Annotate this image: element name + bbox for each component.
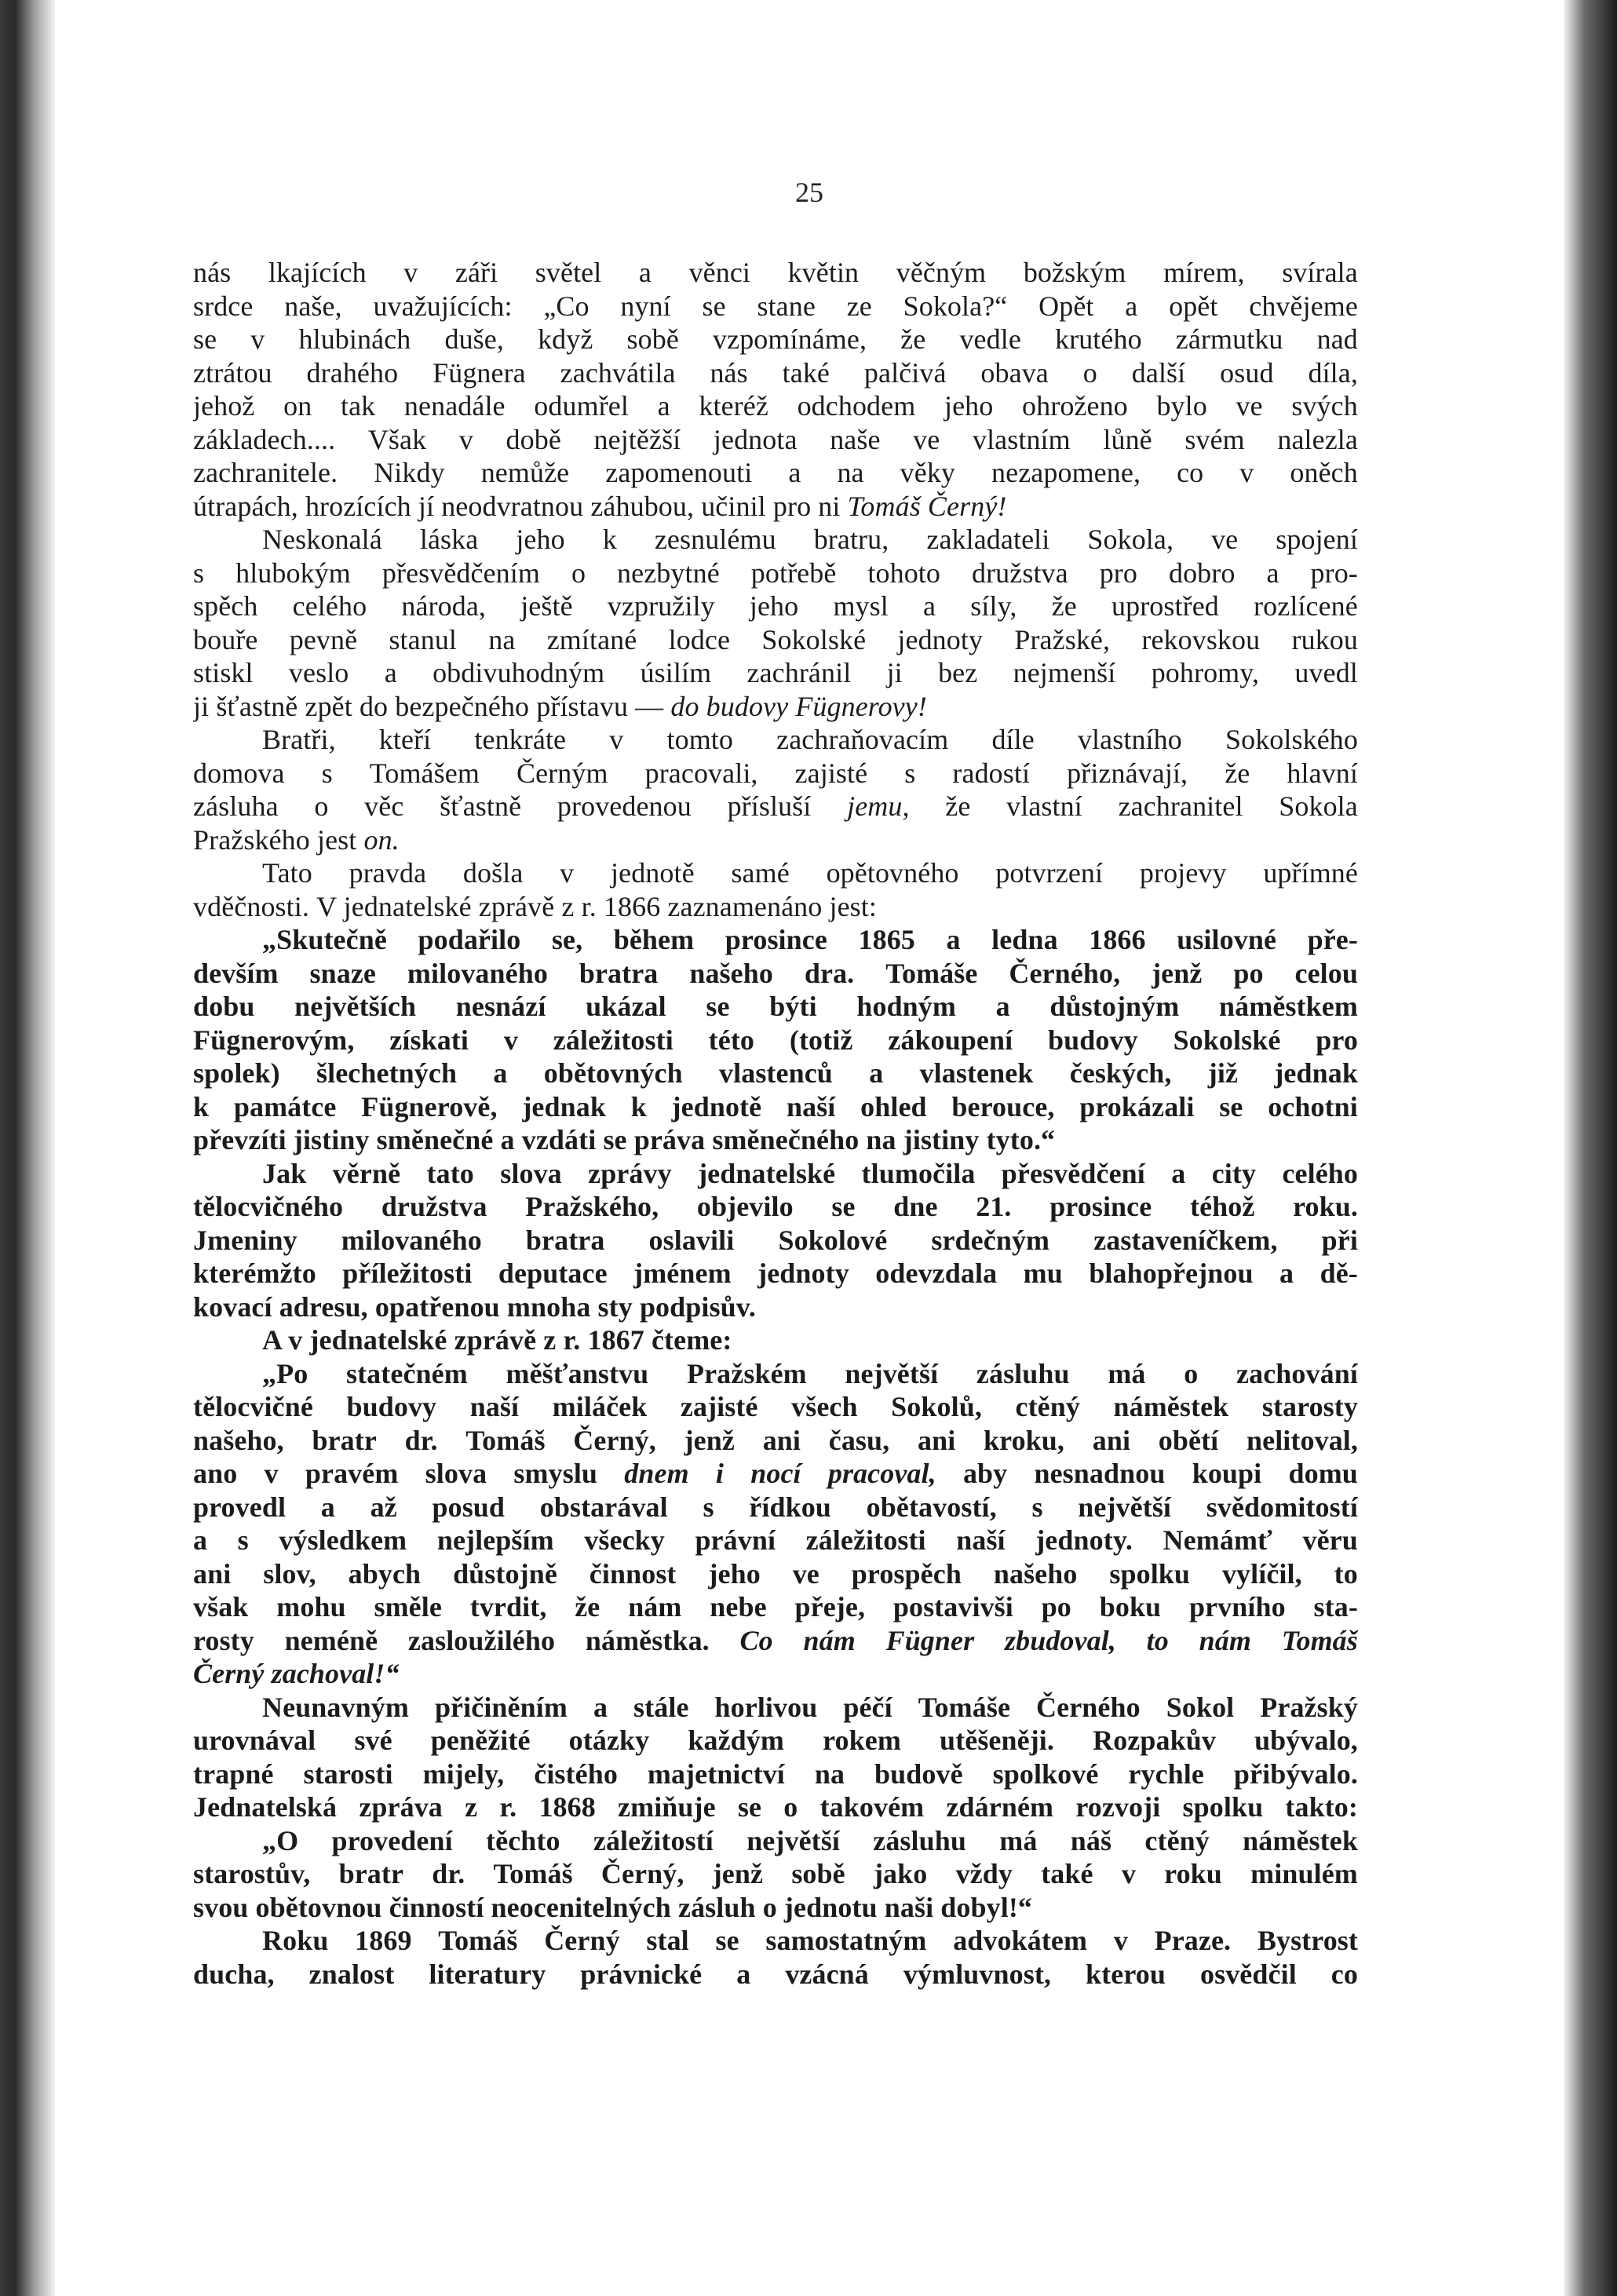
text-line: domova s Tomášem Černým pracovali, zajisté s radostí přiznávají, že hlavní [193,757,1358,789]
text-line: s hlubokým přesvědčením o nezbytné potřebě tohoto družstva pro dobro a pro- [193,557,1358,589]
text-line: spěch celého národa, ještě vzpružily jeho mysl a síly, že uprostřed rozlícené [193,590,1358,622]
text-line: zásluha o věc šťastně provedenou přísluší jemu, že vlastní zachranitel Sokola [193,790,1358,822]
text-line: ji šťastně zpět do bezpečného přístavu — do budovy Fügnerovy! [193,690,927,722]
text-line: „Po statečném měšťanstvu Pražském největší zásluhu má o zachování [262,1357,1358,1389]
text-line: rosty neméně zasloužilého náměstka. Co nám Fügner zbudoval, to nám Tomáš [193,1624,1358,1656]
text-line: kovací adresu, opatřenou mnoha sty podpisův. [193,1290,756,1323]
text-line: „Skutečně podařilo se, během prosince 1865 a ledna 1866 usilovné pře- [262,924,1358,955]
text-line: Neskonalá láska jeho k zesnulému bratru, zakladateli Sokola, ve spojení [262,524,1358,555]
text-line: tělocvičné budovy naší miláček zajisté všech Sokolů, ctěný náměstek starosty [193,1391,1358,1422]
text-line: srdce naše, uvažujících: „Co nyní se stane ze Sokola?“ Opět a opět chvějeme [193,290,1358,322]
page-number: 25 [795,177,823,208]
text-line: Černý zachoval!“ [193,1658,400,1689]
text-line: Fügnerovým, získati v záležitosti této (totiž zákoupení budovy Sokolské pro [193,1024,1358,1056]
text-line: ducha, znalost literatury právnické a vzácná výmluvnost, kterou osvědčil co [193,1958,1358,1990]
text-line: převzíti jistiny směnečné a vzdáti se práva směnečného na jistiny tyto.“ [193,1124,1056,1155]
text-line: vděčnosti. V jednatelské zprávě z r. 1866 zaznamenáno jest: [193,890,877,922]
text-line: Tato pravda došla v jednotě samé opětovného potvrzení projevy upřímné [262,857,1358,889]
text-line: Jak věrně tato slova zprávy jednatelské tlumočila přesvědčení a city celého [262,1157,1358,1189]
text-line: našeho, bratr dr. Tomáš Černý, jenž ani času, ani kroku, ani obětí nelitoval, [193,1424,1358,1456]
body-text [193,256,1358,1991]
text-line: jehož on tak nenadále odumřel a kteréž odchodem jeho ohroženo bylo ve svých [193,390,1358,422]
text-line: tělocvičného družstva Pražského, objevilo se dne 21. prosince téhož roku. [193,1191,1358,1222]
text-line: stiskl veslo a obdivuhodným úsilím zachránil ji bez nejmenší pohromy, uvedl [193,657,1358,688]
text-line: ano v pravém slova smyslu dnem i nocí pracoval, aby nesnadnou koupi domu [193,1458,1358,1489]
text-line: ani slov, abych důstojně činnost jeho ve prospěch našeho spolku vylíčil, to [193,1557,1358,1590]
text-line: Neunavným přičiněním a stále horlivou péčí Tomáše Černého Sokol Pražský [262,1691,1358,1723]
text-line: kterémžto příležitosti deputace jménem jednoty odevzdala mu blahopřejnou a dě- [193,1258,1358,1289]
text-line: základech.... Však v době nejtěžší jednota naše ve vlastním lůně svém nalezla [193,423,1358,455]
text-line: zachranitele. Nikdy nemůže zapomenouti a na věky nezapomene, co v oněch [193,457,1358,488]
text-line: k památce Fügnerově, jednak k jednotě naší ohled berouce, prokázali se ochotni [193,1090,1358,1122]
text-line: devším snaze milovaného bratra našeho dra. Tomáše Černého, jenž po celou [193,957,1358,989]
scan-right-edge [1564,0,1617,2296]
text-line: bouře pevně stanul na zmítané lodce Sokolské jednoty Pražské, rekovskou rukou [193,623,1358,655]
text-line: provedl a až posud obstarával s řídkou obětavostí, s největší svědomitostí [193,1491,1358,1523]
text-line: útrapách, hrozících jí neodvratnou záhubou, učinil pro ni Tomáš Černý! [193,490,1007,522]
text-line: „O provedení těchto záležitostí největší zásluhu má náš ctěný náměstek [262,1824,1358,1856]
text-line: Jmeniny milovaného bratra oslavili Sokolové srdečným zastaveníčkem, při [193,1224,1358,1256]
text-line: A v jednatelské zprávě z r. 1867 čteme: [262,1324,732,1356]
text-line: Bratři, kteří tenkráte v tomto zachraňovacím díle vlastního Sokolského [262,724,1358,755]
text-line: ztrátou drahého Fügnera zachvátila nás také palčivá obava o další osud díla, [193,356,1358,389]
text-line: Pražského jest on. [193,823,400,856]
text-line: spolek) šlechetných a obětovných vlastenců a vlastenek českých, již jednak [193,1057,1358,1089]
text-line: a s výsledkem nejlepším všecky právní záležitosti naší jednoty. Nemámť věru [193,1524,1358,1556]
text-line: však mohu směle tvrdit, že nám nebe přeje, postavivši po boku prvního sta- [193,1591,1358,1623]
text-line: dobu největších nesnází ukázal se býti hodným a důstojným náměstkem [193,991,1358,1022]
text-line: Jednatelská zpráva z r. 1868 zmiňuje se o takovém zdárném rozvoji spolku takto: [193,1791,1358,1823]
text-line: se v hlubinách duše, když sobě vzpomínáme, že vedle krutého zármutku nad [193,323,1358,355]
scan-left-edge [0,0,61,2296]
text-line: Roku 1869 Tomáš Černý stal se samostatným advokátem v Praze. Bystrost [262,1925,1358,1956]
book-page [55,0,1564,2296]
text-line: nás lkajících v záři světel a věnci květin věčným božským mírem, svírala [193,257,1358,288]
text-line: starostův, bratr dr. Tomáš Černý, jenž sobě jako vždy také v roku minulém [193,1858,1358,1889]
text-line: svou obětovnou činností neocenitelných zásluh o jednotu naši dobyl!“ [193,1891,1033,1923]
text-line: urovnával své peněžité otázky každým rokem utěšeněji. Rozpakův ubývalo, [193,1725,1358,1756]
text-line: trapné starosti mijely, čistého majetnictví na budově spolkové rychle přibývalo. [193,1758,1358,1790]
